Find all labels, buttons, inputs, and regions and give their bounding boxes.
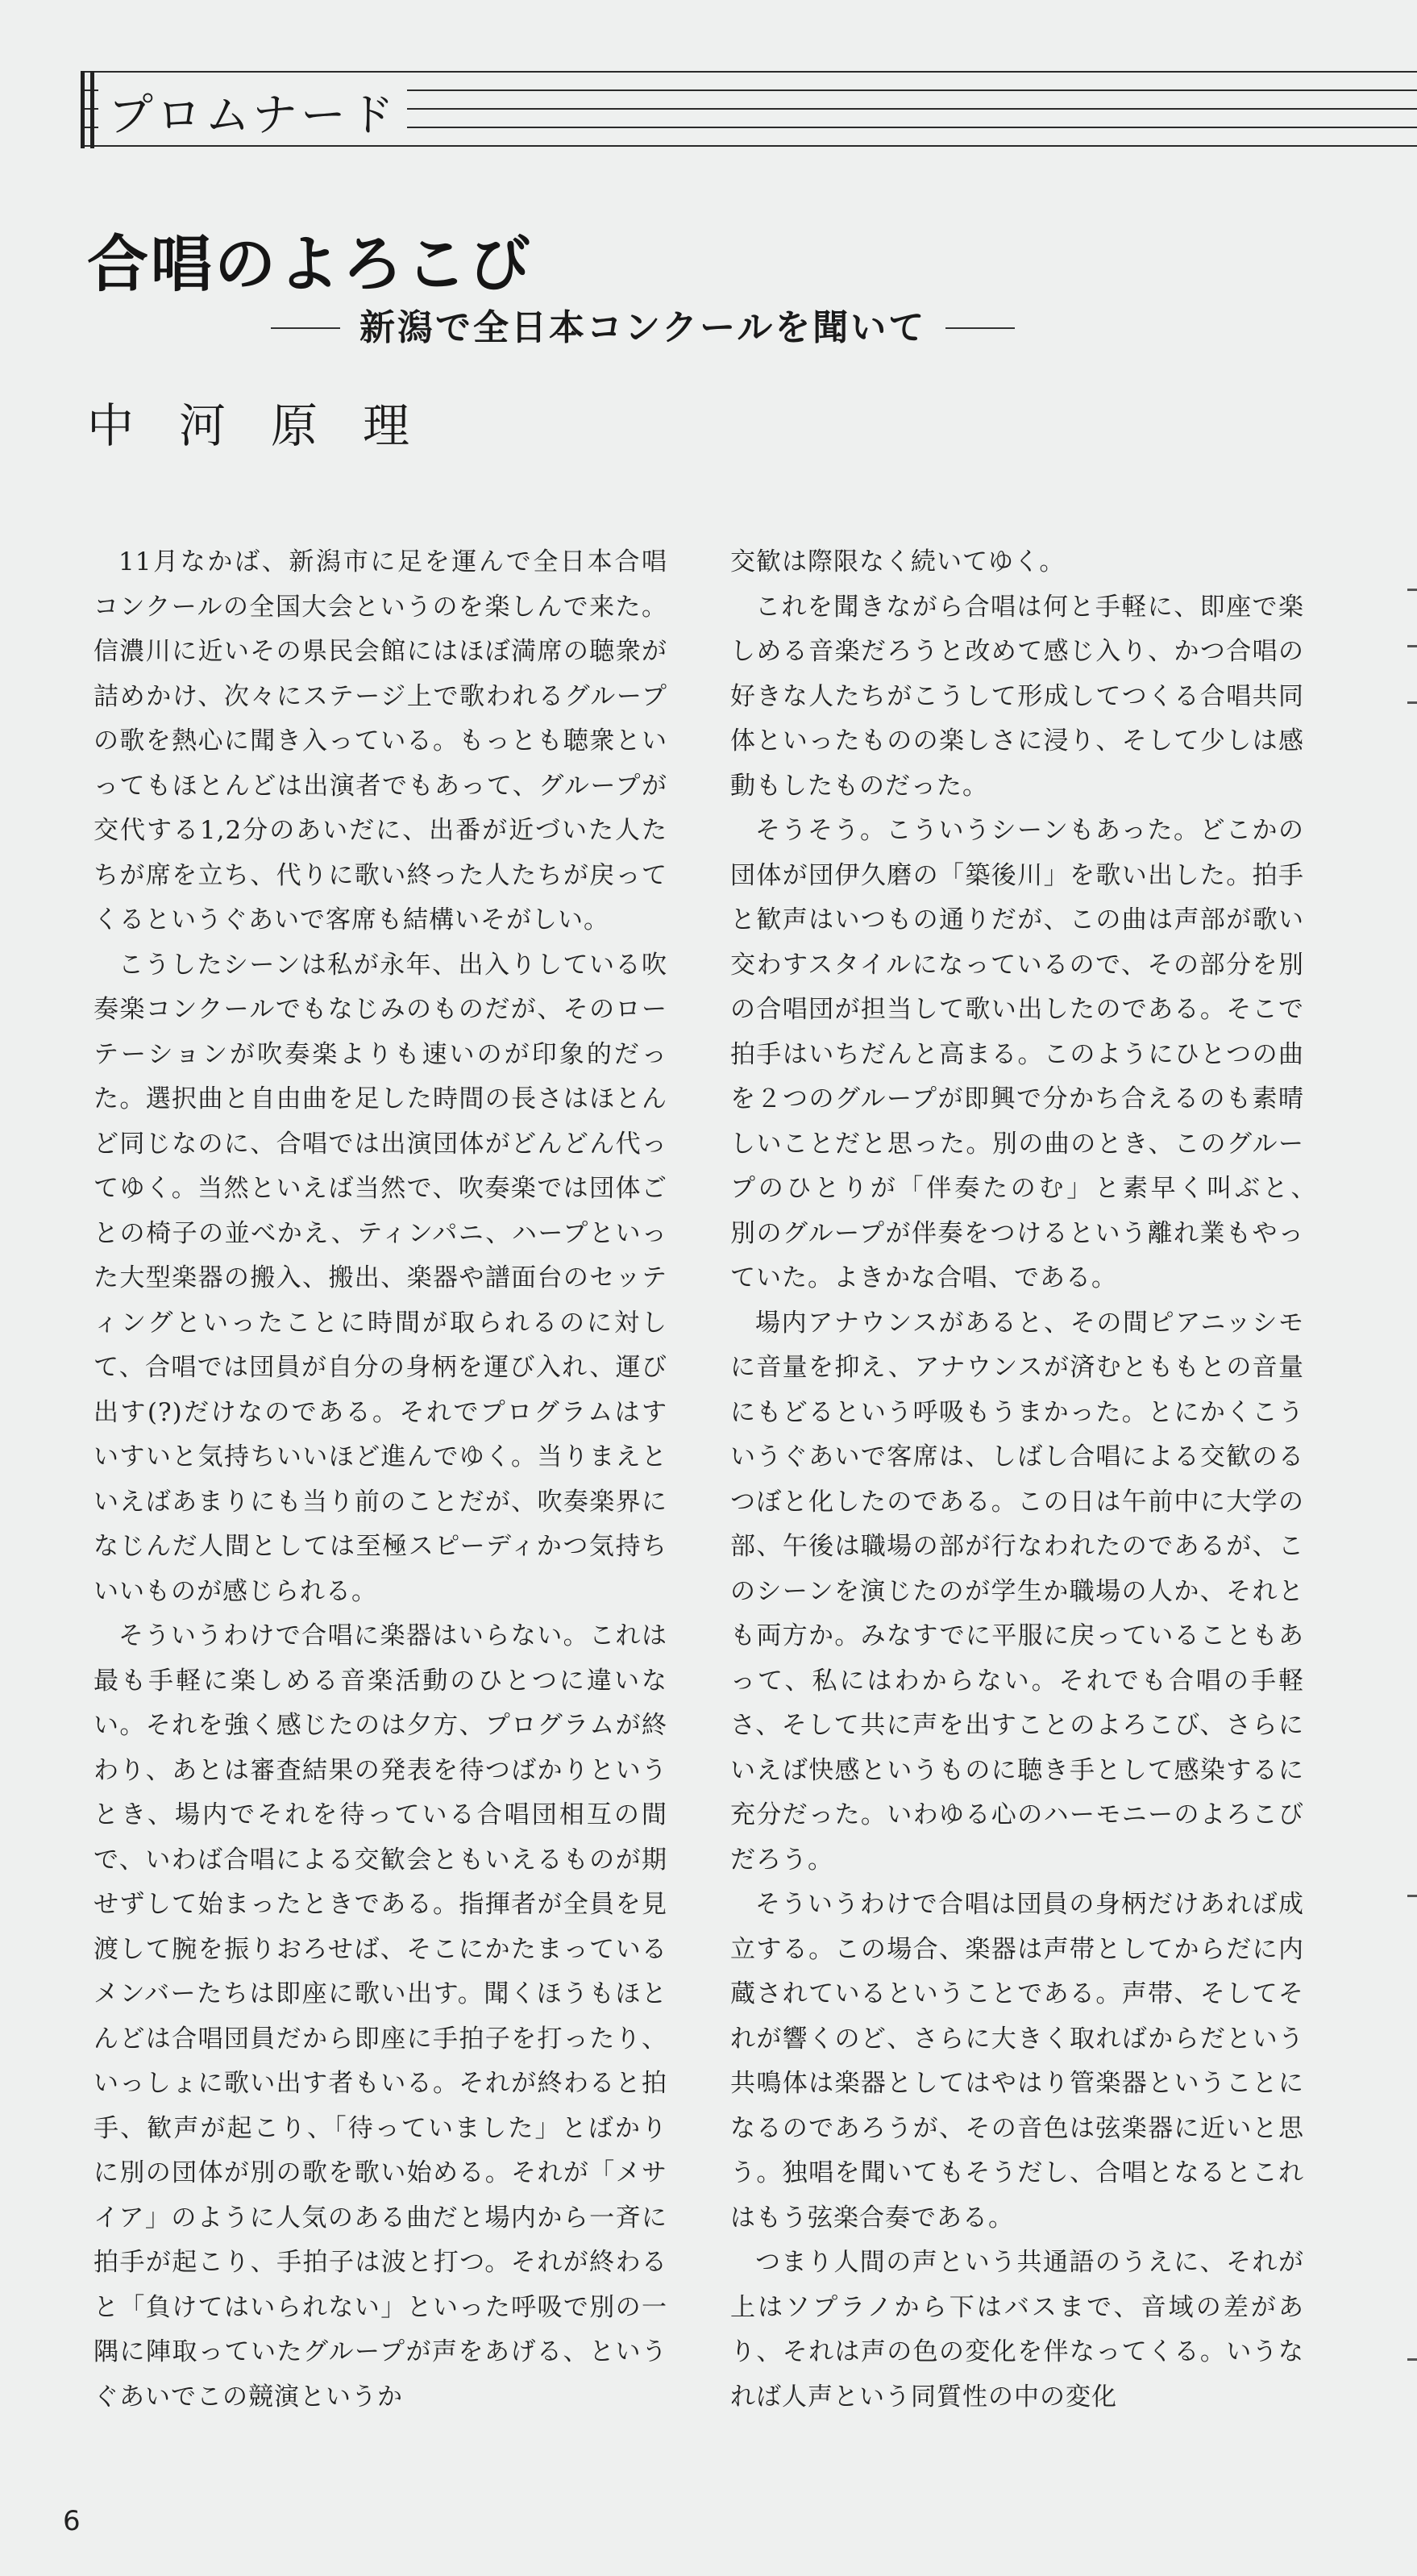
paragraph: これを聞きながら合唱は何と手軽に、即座で楽しめる音楽だろうと改めて感じ入り、かつ合唱の好きな人たちがこうして形成してつくる合唱共同体といったものの楽しさに浸り、そして少しは感動もしたものだった。 <box>730 592 1304 801</box>
staff-line <box>81 145 1417 147</box>
right-column <box>730 540 1330 2420</box>
paragraph: 場内アナウンスがあると、その間ピアニッシモに音量を抑え、アナウンスが済むとももとの音量にもどるという呼吸もうまかった。とにかくこういうぐあいで客席は、しばし合唱による交歓のるつぼと化したのである。この日は午前中に大学の部、午後は職場の部が行なわれたのであるが、このシーンを演じたのが学生か職場の人か、それとも両方か。みなすでに平服に戻っていることもあって、私にはわからない。それでも合唱の手軽さ、そして共に声を出すことのよろこび、さらにいえば快感というものに聴き手として感染するに充分だった。いわゆる心のハーモニーのよろこびだろう。 <box>730 1308 1304 1875</box>
staff-line <box>81 71 1417 73</box>
article-title: 合唱のよろこび <box>87 228 533 300</box>
page-edge-mark <box>1407 645 1417 647</box>
paragraph: そうそう。こういうシーンもあった。どこかの団体が団伊久磨の「築後川」を歌い出した。拍手と歓声はいつもの通りだが、この曲は声部が歌い交わすスタイルになっているので、その部分を別の合唱団が担当して歌い出したのである。そこで拍手はいちだんと高まる。このようにひとつの曲を２つのグループが即興で分かち合えるのも素晴しいことだと思った。別の曲のとき、このグループのひとりが「伴奏たのむ」と素早く叫ぶと、 別のグループが伴奏をつけるという離れ業もやっていた。よきかな合唱、である。 <box>730 816 1330 1292</box>
subtitle-dash-left <box>271 327 340 329</box>
paragraph: そういうわけで合唱は団員の身柄だけあれば成立する。この場合、楽器は声帯としてからだに内蔵されているということである。声帯、そしてそれが響くのど、さらに大きく取ればからだという共鳴体は楽器としてはやはり管楽器ということになるのであろうが、その音色は弦楽器に近いと思う。独唱を聞いてもそうだし、合唱となるとこれはもう弦楽合奏である。 <box>730 1890 1304 2233</box>
subtitle-dash-right <box>945 327 1015 329</box>
paragraph: こうしたシーンは私が永年、出入りしている吹奏楽コンクールでもなじみのものだが、そのローテーションが吹奏楽よりも速いのが印象的だった。選択曲と自由曲を足した時間の長さはほとんど同じなのに、合唱では出演団体がどんどん代ってゆく。当然といえば当然で、吹奏楽では団体ごとの椅子の並べかえ、ティンパニ、ハープといった大型楽器の搬入、搬出、楽器や譜面台のセッティングといったことに時間が取られるのに対して、合唱では団員が自分の身柄を運び入れ、運び出す(?)だけなのである。それでプログラムはすいすいと気持ちいいほど進んでゆく。当りまえといえばあまりにも当り前のことだが、吹奏楽界になじんだ人間としては至極スピーディかつ気持ちいいものが感じられる。 <box>93 950 667 1606</box>
page-edge-mark <box>1407 2358 1417 2361</box>
staff-bar <box>81 71 85 148</box>
left-column <box>93 540 667 2420</box>
section-label: プロムナード <box>98 87 407 145</box>
page-edge-mark <box>1407 701 1417 704</box>
article-author: 中河原理 <box>87 398 455 453</box>
page-edge-mark <box>1407 589 1417 591</box>
subtitle-text: 新潟で全日本コンクールを聞いて <box>359 307 927 348</box>
paragraph: 交歓は際限なく続いてゆく。 <box>730 547 1066 576</box>
page-number: 6 <box>63 2505 81 2537</box>
paragraph: 11月なかば、新潟市に足を運んで全日本合唱コンクールの全国大会というのを楽しんで来た。信濃川に近いその県民会館にはほぼ満席の聴衆が詰めかけ、次々にステージ上で歌われるグループの歌を熱心に聞き入っている。もっとも聴衆といってもほとんどは出演者でもあって、グループが交代する1,2分のあいだに、出番が近づいた人たちが席を立ち、代りに歌い終った人たちが戻ってくるというぐあいで客席も結構いそがしい。 <box>93 547 667 934</box>
page-edge-mark <box>1407 1895 1417 1897</box>
paragraph: そういうわけで合唱に楽器はいらない。これは最も手軽に楽しめる音楽活動のひとつに違いない。それを強く感じたのは夕方、プログラムが終わり、あとは審査結果の発表を待つばかりというとき、場内でそれを待っている合唱団相互の間で、いわば合唱による交歓会ともいえるものが期せずして始まったときである。指揮者が全員を見渡して腕を振りおろせば、そこにかたまっているメンバーたちは即座に歌い出す。聞くほうもほとんどは合唱団員だから即座に手拍子を打ったり、いっしょに歌い出す者もいる。それが終わると拍手、歓声が起こり、「待っていました」とばかりに別の団体が別の歌を歌い始める。それが「メサイア」のように人気のある曲だと場内から一斉に拍手が起こり、手拍子は波と打つ。それが終わると「負けてはいられない」といった呼吸で別の一隅に陣取っていたグループが声をあげる、というぐあいでこの競演というか <box>93 1621 667 2412</box>
paragraph: つまり人間の声という共通語のうえに、それが上はソプラノから下はバスまで、音域の差があり、それは声の色の変化を伴なってくる。いうなれば人声という同質性の中の変化 <box>730 2248 1304 2412</box>
staff-bar <box>90 71 94 148</box>
article-subtitle <box>251 300 1034 356</box>
